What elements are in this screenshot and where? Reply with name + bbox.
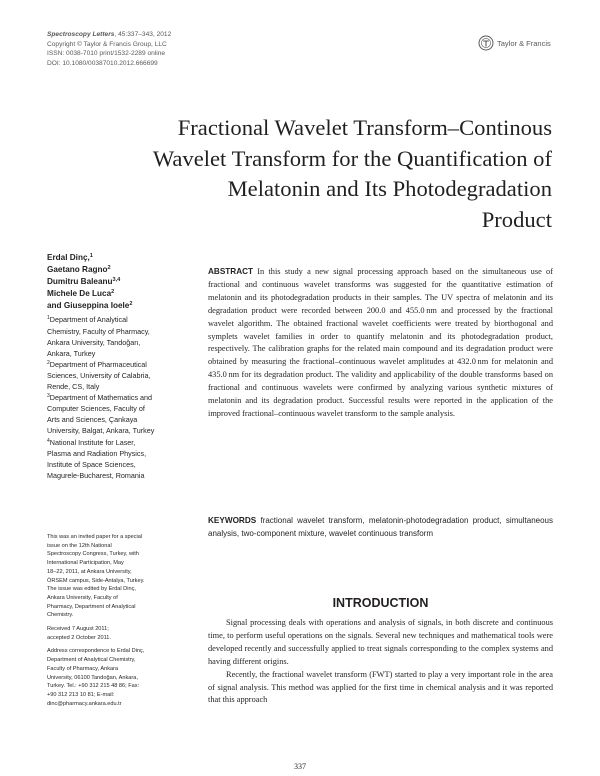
copyright-line: Copyright © Taylor & Francis Group, LLC: [47, 40, 167, 48]
keywords-text: fractional wavelet transform, melatonin-photodegradation product, simultaneous analysis, two-component mixture, wavelet continuous transform: [208, 516, 553, 538]
body-paragraph: Recently, the fractional wavelet transform (FWT) started to play a very important role in the area of signal analysis. This method was applied for the first time in chemical analysis and it was reported that this approach: [208, 669, 553, 705]
body-paragraph: Signal processing deals with operations and analysis of signals, in both discrete and continuous time, to perform useful operations on the signals. Several new techniques and mathematical tools were developed recently and successfully applied to treat signals corresponding to the complex systems and having different origins.: [208, 618, 553, 666]
title-line: Melatonin and Its Photodegradation: [227, 176, 552, 201]
affiliation: $^1$Department of Analytical Chemistry, Faculty of Pharmacy, Ankara University, Tandoğan, Ankara, Turkey: [47, 315, 150, 358]
abstract: [208, 266, 553, 421]
author-column: [47, 252, 187, 481]
affiliation: $^2$Department of Pharmaceutical Sciences, University of Calabria, Rende, CS, Italy: [47, 359, 151, 392]
author-name: Gaetano Ragno$^2$: [47, 265, 111, 275]
correspondence-address: Address correspondence to Erdal Dinç, Department of Analytical Chemistry, Faculty of Pharmacy, Ankara University, 06100 Tandoğan, Ankara, Turkey. Tel.: +90 312 215 48 86; Fax: +90 312 213 10 81; E-mail: dinc@pharmacy.ankara.edu.tr: [47, 647, 197, 708]
journal-citation: [47, 30, 171, 40]
publisher-name: Taylor & Francis: [497, 38, 551, 48]
introduction-body: [208, 617, 553, 707]
keywords-label: KEYWORDS: [208, 516, 257, 525]
issn-line: ISSN: 0038-7010 print/1532-2289 online: [47, 50, 166, 58]
article-notes: [47, 533, 197, 708]
journal-volume: , 45:337–343, 2012: [114, 31, 172, 38]
author-name: Erdal Dinç,$^1$: [47, 253, 93, 262]
article-title: [52, 113, 552, 235]
author-name: and Giuseppina Ioele$^2$: [47, 301, 133, 311]
abstract-label: ABSTRACT: [208, 267, 254, 276]
title-line: Fractional Wavelet Transform–Continous: [177, 115, 552, 140]
received-dates: Received 7 August 2011; accepted 2 October 2011.: [47, 626, 111, 641]
page-number: 337: [294, 762, 306, 771]
affiliation: $^4$National Institute for Laser, Plasma and Radiation Physics, Institute of Space Sciences, Magurele-Bucharest, Romania: [47, 437, 147, 480]
publisher-logo: [478, 35, 551, 51]
author-name: Michele De Luca$^2$: [47, 289, 115, 299]
correspondence-email: dinc@pharmacy.ankara.edu.tr: [47, 700, 122, 707]
keywords: [208, 515, 553, 541]
section-heading-introduction: INTRODUCTION: [332, 596, 429, 610]
author-name: Dumitru Baleanu$^{3,4}$: [47, 277, 121, 287]
journal-name: Spectroscopy Letters: [47, 31, 115, 38]
title-line: Wavelet Transform for the Quantification of: [152, 145, 552, 171]
doi-line: DOI: 10.1080/00387010.2012.666699: [47, 59, 158, 67]
abstract-text: In this study a new signal processing approach based on the simultaneous use of fractional and continuous wavelet transforms was suggested for the quantitative estimation of melatonin and its photodegradation products in their samples. The UV spectra of melatonin and its degradation product were recorded between 200.0 and 455.0 nm and processed by the fractional wavelet algorithm. The obtained fractional wavelet coefficients were treated by biorthogonal and symplets wavelet families in order to quantify melatonin and its photodegradation product, respectively. The calibration graphs for the related main compound and its degradation product were obtained by measuring the fractional–continuous wavelet amplitudes at 432.0 nm for melatonin and 435.0 nm for its degradation product. The validity and applicability of the double transforms based on fractional and continuous wavelets were confirmed by analyzing various synthetic mixtures of melatonin and its degradation product. Successful results were reported in the application of the improved fractional–continuous wavelet transform to the sample analysis.: [208, 267, 553, 418]
publisher-emblem-icon: [478, 35, 494, 51]
affiliation: $^3$Department of Mathematics and Computer Sciences, Faculty of Arts and Sciences, Çankaya University, Balgat, Ankara, Turkey: [47, 393, 155, 436]
invited-note: This was an invited paper for a special issue on the 12th National Spectroscopy Congress, Turkey, with International Participation, May 18–22, 2011, at Ankara University, ÖRSEM campus, Side-Antalya, Turkey. The issue was edited by Erdal Dinç, Ankara University, Faculty of Pharmacy, Department of Analytical Chemistry.: [47, 534, 145, 619]
title-line: Product: [481, 206, 552, 232]
journal-header: [47, 30, 171, 68]
